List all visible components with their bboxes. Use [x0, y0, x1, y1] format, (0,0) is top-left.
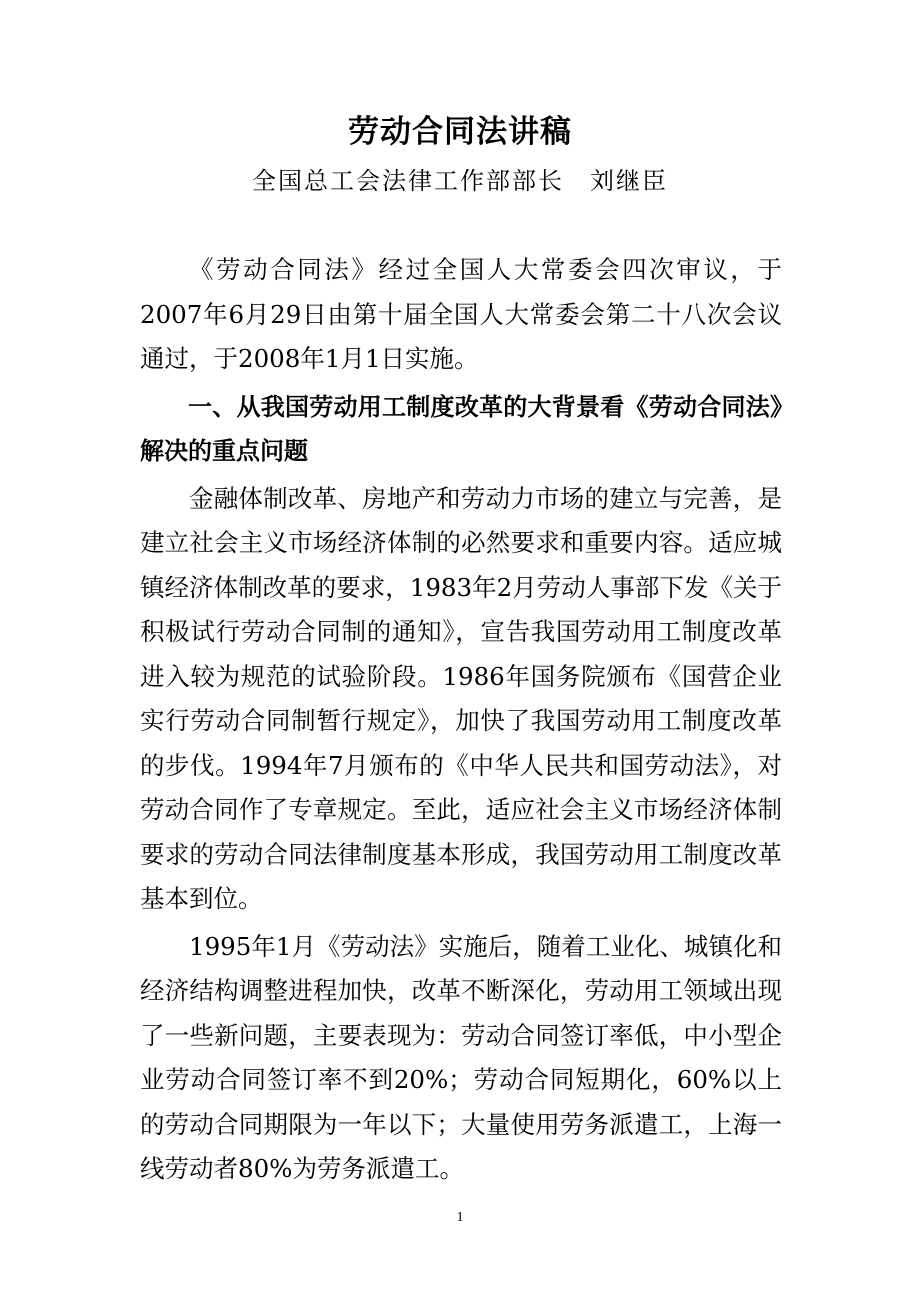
document-body	[140, 248, 782, 1192]
section-heading-1: 一、从我国劳动用工制度改革的大背景看《劳动合同法》解决的重点问题	[140, 392, 782, 465]
paragraph-new-problems: 1995年1月《劳动法》实施后，随着工业化、城镇化和经济结构调整进程加快，改革不断深化，劳动用工领域出现了一些新问题，主要表现为：劳动合同签订率低，中小型企业劳动合同签订率不到20%；劳动合同短期化，60%以上的劳动合同期限为一年以下；大量使用劳务派遣工，上海一线劳动者80%为劳务派遣工。	[140, 931, 782, 1183]
document-subtitle-author: 全国总工会法律工作部部长 刘继臣	[252, 167, 668, 195]
paragraph-reform-history: 金融体制改革、房地产和劳动力市场的建立与完善，是建立社会主义市场经济体制的必然要求和重要内容。适应城镇经济体制改革的要求，1983年2月劳动人事部下发《关于积极试行劳动合同制的通知》，宣告我国劳动用工制度改革进入较为规范的试验阶段。1986年国务院颁布《国营企业实行劳动合同制暂行规定》，加快了我国劳动用工制度改革的步伐。1994年7月颁布的《中华人民共和国劳动法》，对劳动合同作了专章规定。至此，适应社会主义市场经济体制要求的劳动合同法律制度基本形成，我国劳动用工制度改革基本到位。	[140, 483, 782, 913]
intro-paragraph: 《劳动合同法》经过全国人大常委会四次审议，于2007年6月29日由第十届全国人大常委会第二十八次会议通过，于2008年1月1日实施。	[140, 255, 782, 373]
document-title: 劳动合同法讲稿	[348, 114, 572, 150]
page-number: 1	[456, 1210, 464, 1225]
